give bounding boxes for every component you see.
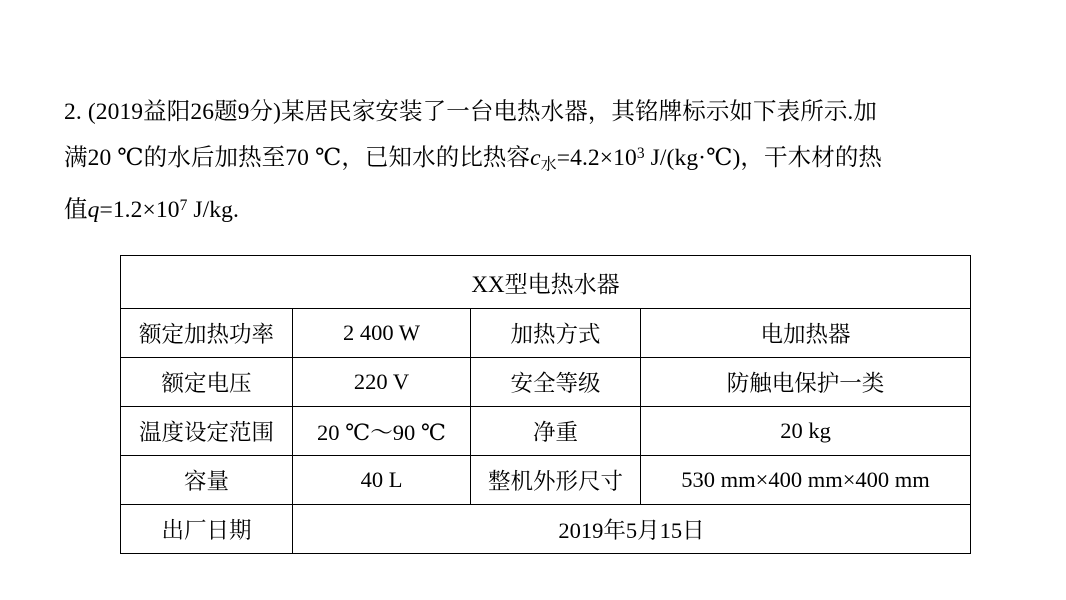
symbol-c-water: c: [530, 144, 541, 171]
question-line-2-exponent: 3: [636, 145, 645, 162]
table-title-cell: XX型电热水器: [121, 256, 971, 309]
question-line-2-text-b: =4.2×10: [556, 144, 637, 171]
row-label: 温度设定范围: [121, 407, 293, 456]
table-row-last: [121, 505, 971, 554]
row-label-2: 加热方式: [471, 309, 641, 358]
question-line-3-text-c: J/kg.: [187, 197, 239, 224]
row-label: 出厂日期: [121, 505, 293, 554]
row-label-2: 整机外形尺寸: [471, 456, 641, 505]
question-line-2-text-c: J/(kg·℃)，干木材的热: [644, 144, 883, 171]
row-value: 40 L: [293, 456, 471, 505]
row-value: 220 V: [293, 358, 471, 407]
row-label-2: 安全等级: [471, 358, 641, 407]
question-text: [64, 92, 1016, 231]
question-line-2: [64, 133, 1016, 185]
row-label: 额定加热功率: [121, 309, 293, 358]
table-row: [121, 456, 971, 505]
symbol-c-water-subscript: 水: [540, 156, 557, 174]
row-value-2: 防触电保护一类: [641, 358, 971, 407]
table-row: [121, 358, 971, 407]
question-line-3-exponent: 7: [179, 197, 188, 215]
row-label: 容量: [121, 456, 293, 505]
row-value-2: 20 kg: [641, 407, 971, 456]
row-value: 2 400 W: [293, 309, 471, 358]
row-value: 20 ℃～90 ℃: [293, 407, 471, 456]
question-line-3: [64, 185, 1016, 231]
question-line-3-text-b: =1.2×10: [99, 197, 180, 224]
question-number: 2.: [64, 99, 82, 125]
symbol-q: q: [87, 197, 100, 224]
table-row-title: [121, 256, 971, 309]
row-value: 2019年5月15日: [293, 505, 971, 554]
row-value-2: 电加热器: [641, 309, 971, 358]
row-value-2: 530 mm×400 mm×400 mm: [641, 456, 971, 505]
table-row: [121, 407, 971, 456]
question-line-2-text-a: 满20 ℃的水后加热至70 ℃，已知水的比热容: [64, 144, 531, 171]
row-label-2: 净重: [471, 407, 641, 456]
row-label: 额定电压: [121, 358, 293, 407]
specification-table: [120, 255, 971, 554]
question-line-1-text: (2019益阳26题9分)某居民家安装了一台电热水器，其铭牌标示如下表所示.加: [87, 99, 877, 125]
question-line-1: [64, 92, 1016, 133]
table-row: [121, 309, 971, 358]
question-line-3-text-a: 值: [64, 197, 88, 224]
